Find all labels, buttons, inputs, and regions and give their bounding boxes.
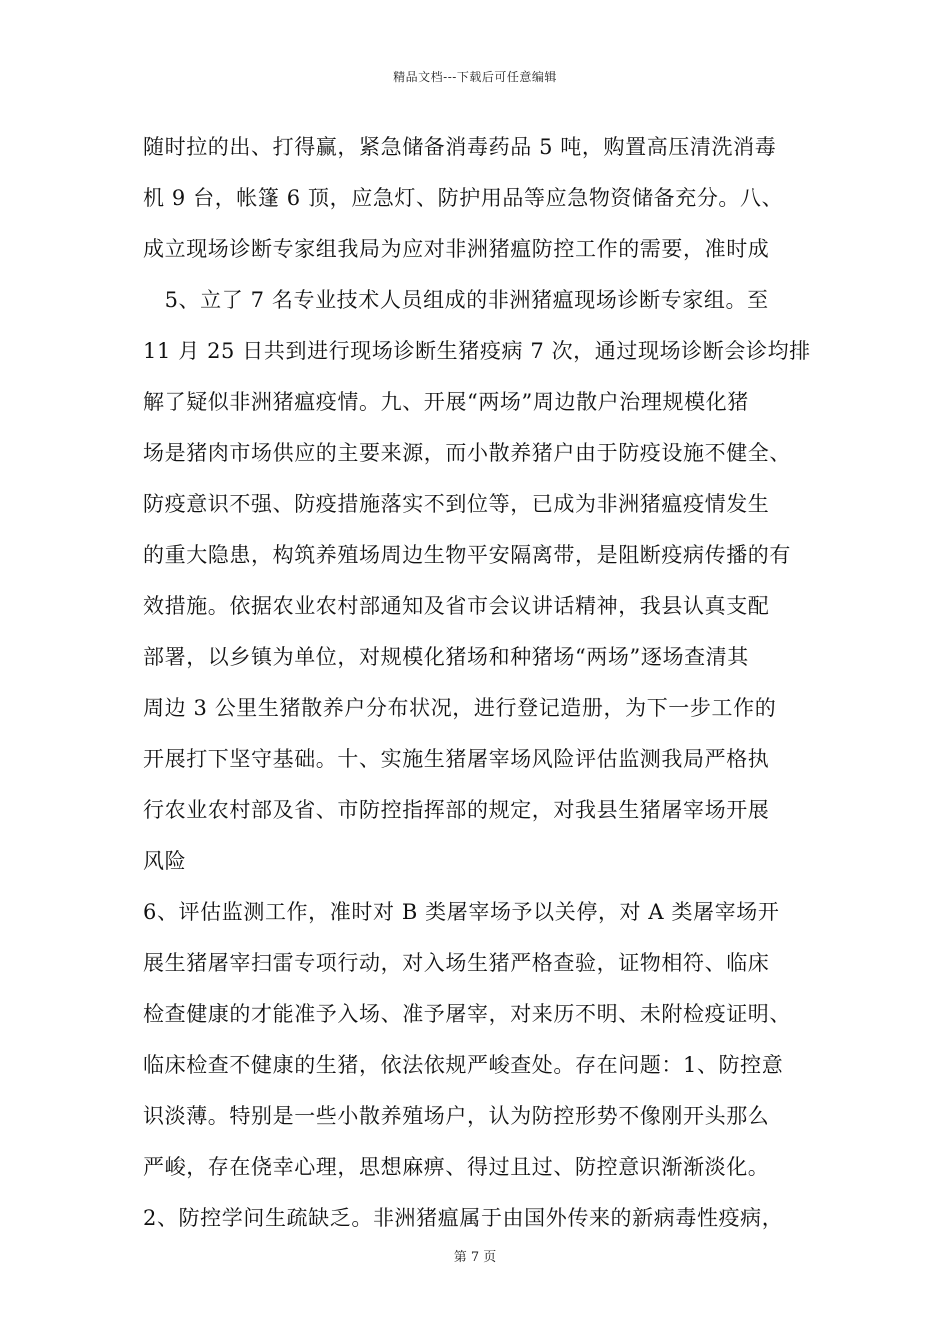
text-line-12: 周边 3 公里生猪散养户分布状况，进行登记造册，为下一步工作的 — [143, 696, 777, 720]
text-line-18: 检查健康的才能准予入场、准予屠宰，对来历不明、未附检疫证明、 — [143, 1002, 791, 1026]
text-line-16: 6、评估监测工作，准时对 B 类屠宰场予以关停，对 A 类屠宰场开 — [143, 900, 780, 924]
text-line-11: 部署，以乡镇为单位，对规模化猪场和种猪场“两场”逐场查清其 — [143, 645, 749, 669]
text-line-20: 识淡薄。特别是一些小散养殖场户，认为防控形势不像刚开头那么 — [143, 1104, 770, 1128]
text-line-8: 防疫意识不强、防疫措施落实不到位等，已成为非洲猪瘟疫情发生 — [143, 492, 770, 516]
text-line-10: 效措施。依据农业农村部通知及省市会议讲话精神，我县认真支配 — [143, 594, 770, 618]
text-line-5: 11 月 25 日共到进行现场诊断生猪疫病 7 次，通过现场诊断会诊均排 — [143, 339, 811, 363]
text-line-21: 严峻，存在侥幸心理，思想麻痹、得过且过、防控意识渐渐淡化。 — [143, 1155, 770, 1179]
page-header: 精品文档---下载后可任意编辑 — [393, 70, 557, 84]
text-line-13: 开展打下坚守基础。十、实施生猪屠宰场风险评估监测我局严格执 — [143, 747, 770, 771]
text-line-22: 2、防控学问生疏缺乏。非洲猪瘟属于由国外传来的新病毒性疫病， — [143, 1206, 784, 1230]
text-line-6: 解了疑似非洲猪瘟疫情。九、开展“两场”周边散户治理规模化猪 — [143, 390, 749, 414]
document-body — [143, 130, 823, 1252]
text-line-17: 展生猪屠宰扫雷专项行动，对入场生猪严格查验，证物相符、临床 — [143, 951, 770, 975]
text-line-1: 随时拉的出、打得赢，紧急储备消毒药品 5 吨，购置高压清洗消毒 — [143, 135, 777, 159]
text-line-15: 风险 — [143, 849, 187, 873]
text-line-7: 场是猪肉市场供应的主要来源，而小散养猪户由于防疫设施不健全、 — [143, 441, 791, 465]
text-line-19: 临床检查不健康的生猪，依法依规严峻查处。存在问题：1、防控意 — [143, 1053, 784, 1077]
page-number: 第 7 页 — [453, 1250, 497, 1265]
text-line-4: 5、立了 7 名专业技术人员组成的非洲猪瘟现场诊断专家组。至 — [143, 288, 769, 312]
text-line-9: 的重大隐患，构筑养殖场周边生物平安隔离带，是阻断疫病传播的有 — [143, 543, 791, 567]
text-line-14: 行农业农村部及省、市防控指挥部的规定，对我县生猪屠宰场开展 — [143, 798, 770, 822]
text-line-3: 成立现场诊断专家组我局为应对非洲猪瘟防控工作的需要，准时成 — [143, 237, 770, 261]
text-line-2: 机 9 台，帐篷 6 顶，应急灯、防护用品等应急物资储备充分。八、 — [143, 186, 784, 210]
